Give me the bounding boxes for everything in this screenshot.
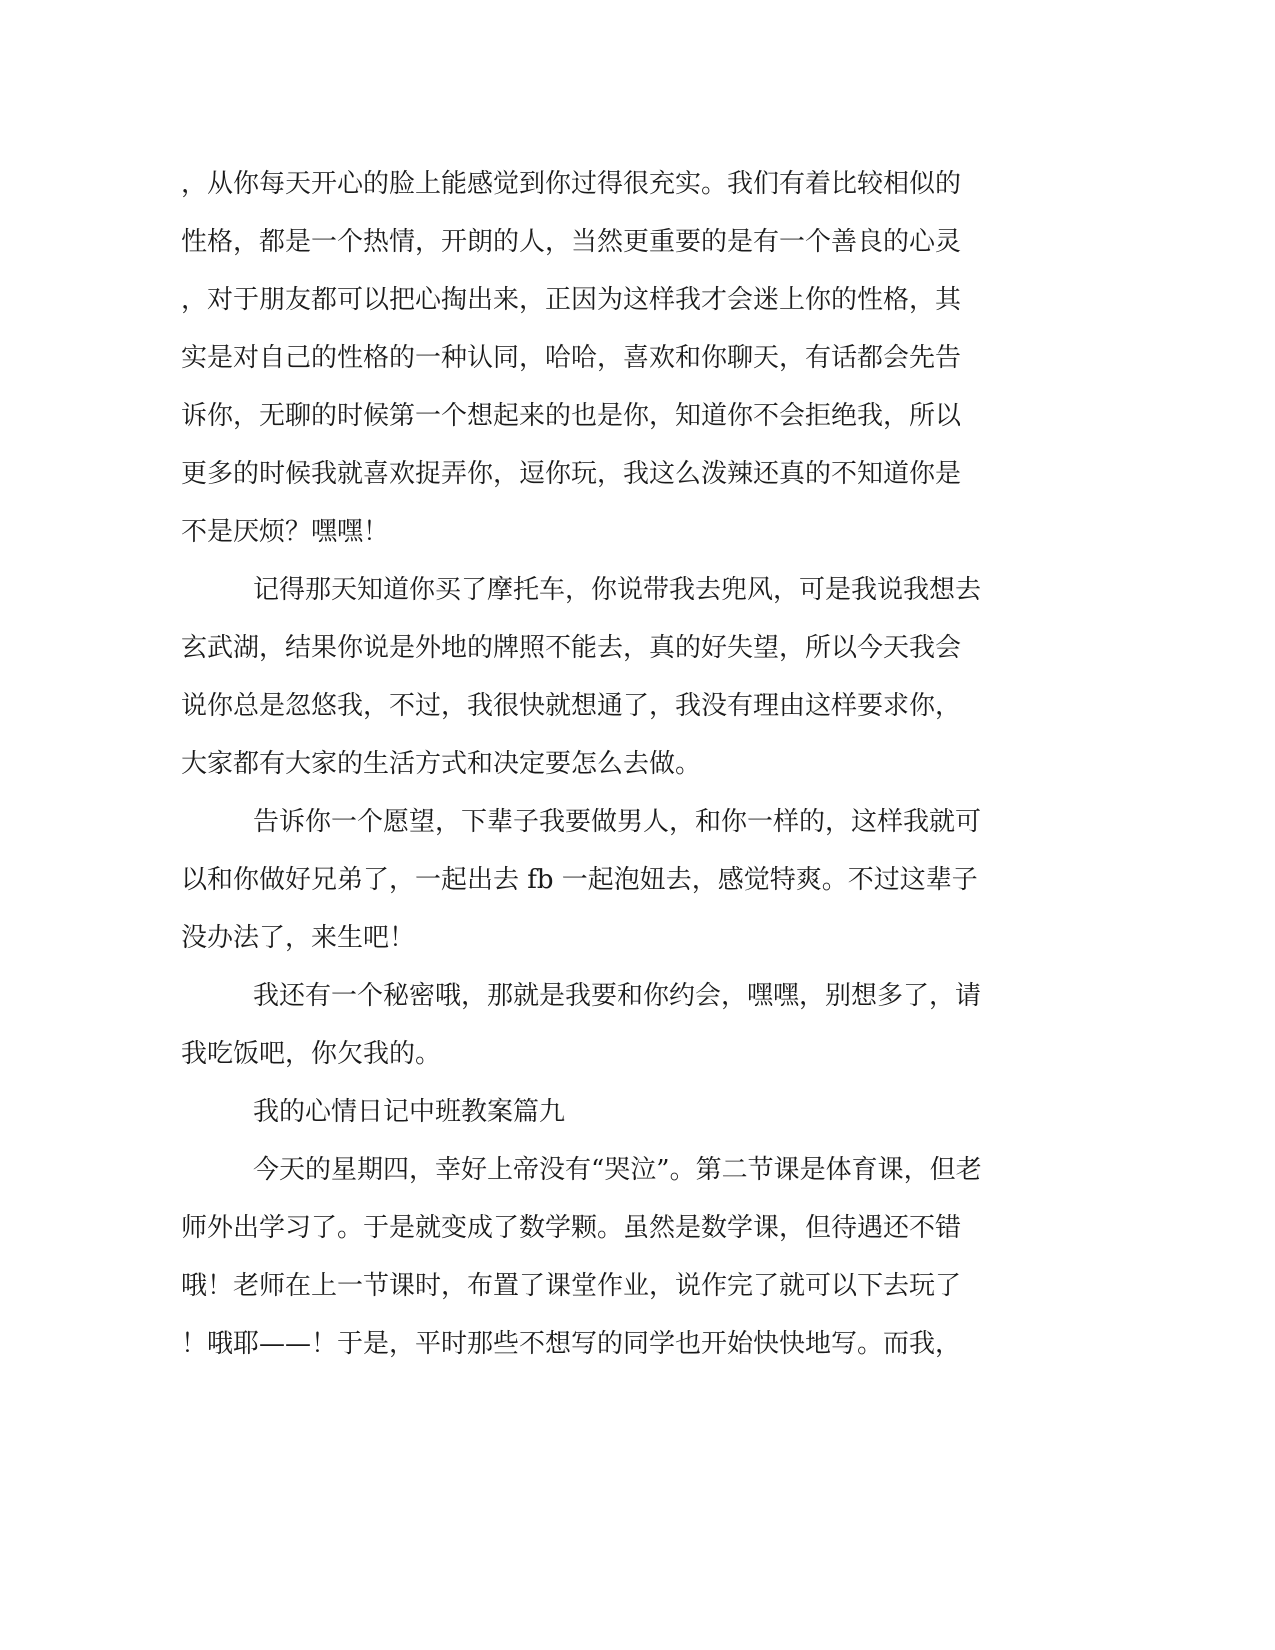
text-line: 实是对自己的性格的一种认同，哈哈，喜欢和你聊天，有话都会先告 xyxy=(181,343,962,373)
paragraph-start-line: 告诉你一个愿望，下辈子我要做男人，和你一样的，这样我就可 xyxy=(253,807,982,837)
text-line: 诉你，无聊的时候第一个想起来的也是你，知道你不会拒绝我，所以 xyxy=(181,401,962,431)
text-line: 性格，都是一个热情，开朗的人，当然更重要的是有一个善良的心灵 xyxy=(181,227,962,257)
paragraph-start-line: 记得那天知道你买了摩托车，你说带我去兜风，可是我说我想去 xyxy=(253,575,982,605)
text-line: 大家都有大家的生活方式和决定要怎么去做。 xyxy=(181,749,702,779)
text-line: 说你总是忽悠我，不过，我很快就想通了，我没有理由这样要求你， xyxy=(181,691,962,721)
text-line: ，对于朋友都可以把心掏出来，正因为这样我才会迷上你的性格，其 xyxy=(181,285,962,315)
document-body xyxy=(181,155,1041,1373)
text-line: 不是厌烦？嘿嘿！ xyxy=(181,517,390,547)
text-line: 我吃饭吧，你欠我的。 xyxy=(181,1039,442,1069)
text-line: 玄武湖，结果你说是外地的牌照不能去，真的好失望，所以今天我会 xyxy=(181,633,962,663)
text-line: ，从你每天开心的脸上能感觉到你过得很充实。我们有着比较相似的 xyxy=(181,169,962,199)
text-line: 没办法了，来生吧！ xyxy=(181,923,416,953)
section-heading: 我的心情日记中班教案篇九 xyxy=(253,1097,566,1127)
paragraph-start-line: 今天的星期四，幸好上帝没有“哭泣”。第二节课是体育课，但老 xyxy=(253,1155,982,1185)
text-line: 师外出学习了。于是就变成了数学颗。虽然是数学课，但待遇还不错 xyxy=(181,1213,962,1243)
text-line: 更多的时候我就喜欢捉弄你，逗你玩，我这么泼辣还真的不知道你是 xyxy=(181,459,962,489)
text-line: 哦！老师在上一节课时，布置了课堂作业，说作完了就可以下去玩了 xyxy=(181,1271,962,1301)
text-line: ！哦耶——！于是，平时那些不想写的同学也开始快快地写。而我， xyxy=(181,1329,962,1359)
paragraph-start-line: 我还有一个秘密哦，那就是我要和你约会，嘿嘿，别想多了，请 xyxy=(253,981,982,1011)
text-line: 以和你做好兄弟了，一起出去 fb 一起泡妞去，感觉特爽。不过这辈子 xyxy=(181,865,978,895)
